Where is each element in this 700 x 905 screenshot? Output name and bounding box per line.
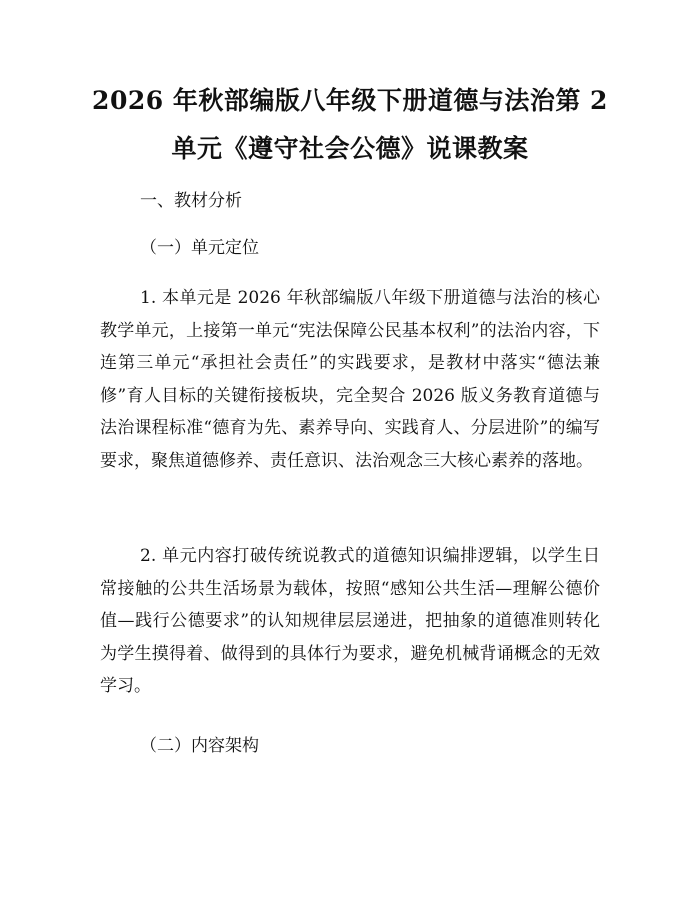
document-title-line-2: 单元《遵守社会公德》说课教案 [171, 134, 529, 163]
document-title-line-1: 2026 年秋部编版八年级下册道德与法治第 2 [92, 86, 608, 115]
subsection-heading-unit-positioning: （一）单元定位 [140, 238, 259, 258]
subsection-heading-content-structure: （二）内容架构 [140, 736, 259, 756]
section-heading-textbook-analysis: 一、教材分析 [140, 191, 242, 211]
paragraph-unit-content: 2. 单元内容打破传统说教式的道德知识编排逻辑，以学生日常接触的公共生活场景为载体，按照“感知公共生活—理解公德价值—践行公德要求”的认知规律层层递进，把抽象的道德准则转化为学生摸得着、做得到的具体行为要求，避免机械背诵概念的无效学习。 [100, 546, 600, 696]
paragraph-unit-positioning: 1. 本单元是 2026 年秋部编版八年级下册道德与法治的核心教学单元，上接第一单元“宪法保障公民基本权利”的法治内容，下连第三单元“承担社会责任”的实践要求，是教材中落实“德法兼修”育人目标的关键衔接板块，完全契合 2026 版义务教育道德与法治课程标准“德育为先、素养导向、实践育人、分层进阶”的编写要求，聚焦道德修养、责任意识、法治观念三大核心素养的落地。 [100, 288, 600, 471]
